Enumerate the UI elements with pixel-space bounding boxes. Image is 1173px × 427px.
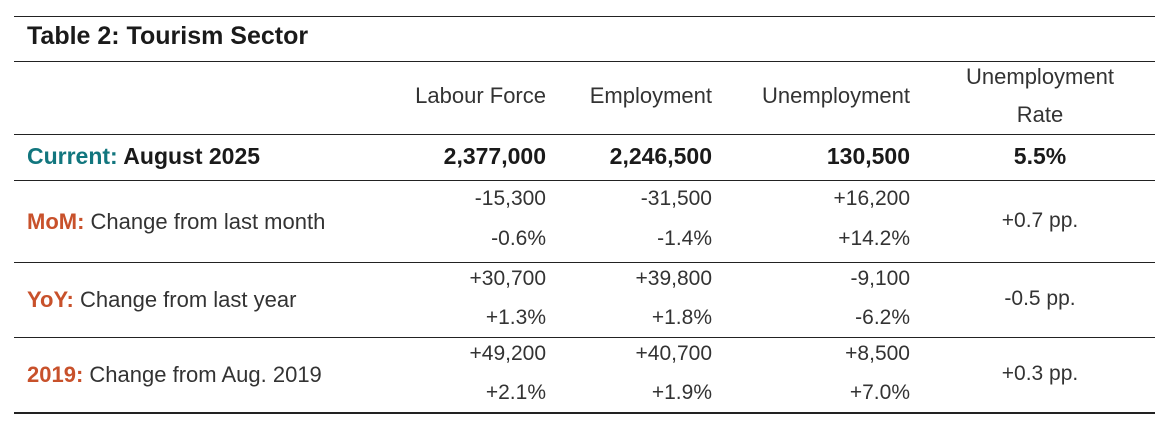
vs-2019-labour-force-pct: +2.1% — [485, 381, 546, 404]
header-rate-line2: Rate — [1016, 102, 1064, 127]
yoy-labour-force-pct: +1.3% — [485, 306, 546, 329]
table-title-bar — [14, 16, 1155, 62]
vs-2019-employment-abs: +40,700 — [635, 342, 712, 365]
mom-rate: +0.7 pp. — [1001, 209, 1079, 232]
header-row — [14, 61, 1155, 135]
mom-labour-force-abs: -15,300 — [474, 187, 546, 210]
yoy-labour-force-abs: +30,700 — [469, 267, 546, 290]
mom-employment-pct: -1.4% — [657, 227, 712, 250]
yoy-row — [14, 263, 1155, 338]
vs-2019-prefix: 2019: — [27, 362, 84, 387]
yoy-label — [27, 287, 296, 313]
vs-2019-labour-force-abs: +49,200 — [469, 342, 546, 365]
mom-employment-abs: -31,500 — [640, 187, 712, 210]
vs-2019-label — [27, 362, 322, 388]
header-rate-line1: Unemployment — [966, 64, 1114, 89]
current-prefix: Current: — [27, 143, 118, 169]
header-unemployment: Unemployment — [762, 83, 910, 108]
header-labour-force: Labour Force — [415, 83, 546, 108]
mom-label — [27, 209, 325, 235]
vs-2019-desc: Change from Aug. 2019 — [89, 362, 322, 387]
vs-2019-row — [14, 338, 1155, 414]
mom-desc: Change from last month — [90, 209, 326, 234]
header-employment: Employment — [589, 83, 712, 108]
mom-unemployment-pct: +14.2% — [838, 227, 910, 250]
current-label — [27, 143, 260, 170]
mom-prefix: MoM: — [27, 209, 85, 234]
mom-unemployment-abs: +16,200 — [833, 187, 910, 210]
mom-labour-force-pct: -0.6% — [491, 227, 546, 250]
current-period: August 2025 — [123, 143, 261, 169]
current-unemployment: 130,500 — [826, 143, 910, 169]
yoy-unemployment-pct: -6.2% — [855, 306, 910, 329]
table-title: Table 2: Tourism Sector — [27, 22, 309, 50]
yoy-prefix: YoY: — [27, 287, 74, 312]
yoy-unemployment-abs: -9,100 — [850, 267, 910, 290]
current-rate: 5.5% — [1013, 143, 1067, 169]
vs-2019-unemployment-pct: +7.0% — [849, 381, 910, 404]
current-labour-force: 2,377,000 — [443, 143, 546, 169]
vs-2019-rate: +0.3 pp. — [1001, 362, 1079, 385]
yoy-desc: Change from last year — [79, 287, 297, 312]
mom-row — [14, 181, 1155, 263]
yoy-employment-abs: +39,800 — [635, 267, 712, 290]
yoy-employment-pct: +1.8% — [651, 306, 712, 329]
current-employment: 2,246,500 — [609, 143, 712, 169]
current-row — [14, 135, 1155, 181]
yoy-rate: -0.5 pp. — [1004, 287, 1076, 310]
vs-2019-unemployment-abs: +8,500 — [845, 342, 910, 365]
vs-2019-employment-pct: +1.9% — [651, 381, 712, 404]
